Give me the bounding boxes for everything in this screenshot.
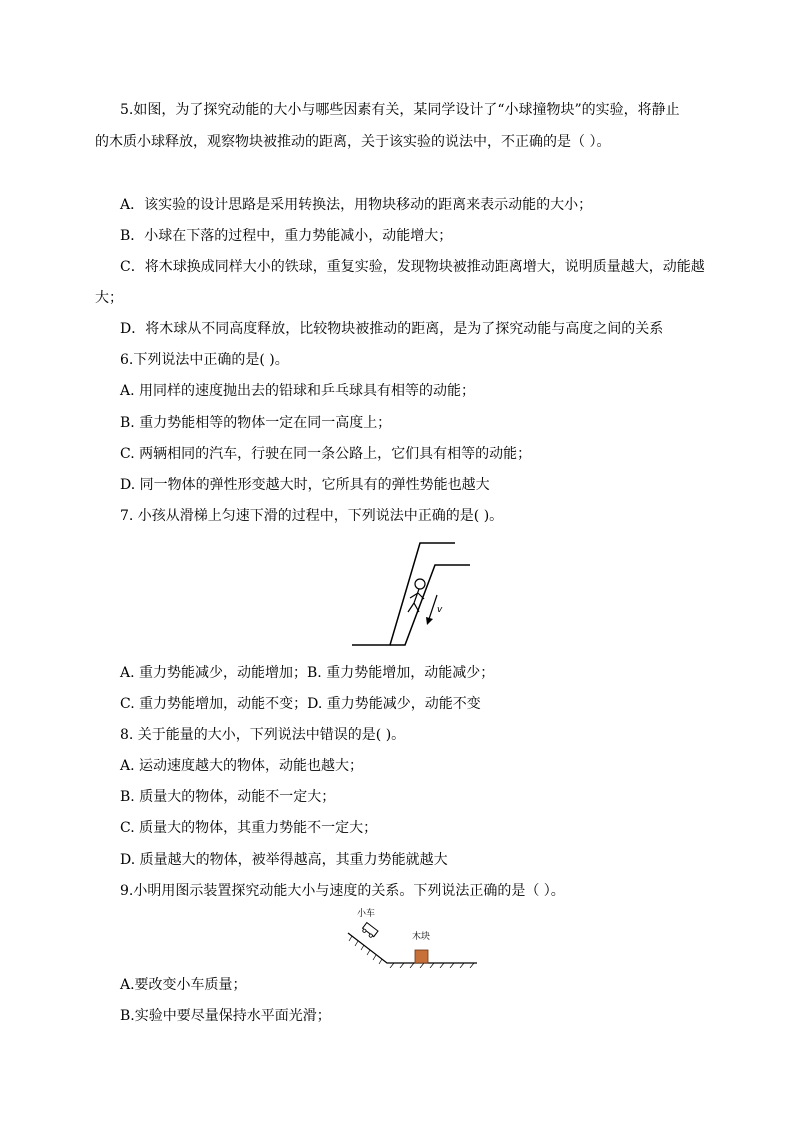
q9-option-b: B.实验中要尽量保持水平面光滑； — [120, 1008, 331, 1024]
q7-options-line1: A. 重力势能减少，动能增加；B. 重力势能增加，动能减少； — [120, 665, 495, 681]
q9-option-a: A.要改变小车质量； — [120, 977, 247, 993]
q8-option-b: B. 质量大的物体，动能不一定大； — [120, 789, 336, 805]
q7-options-line2: C. 重力势能增加，动能不变；D. 重力势能减少，动能不变 — [120, 696, 481, 712]
q5-option-a: A．该实验的设计思路是采用转换法，用物块移动的距离来表示动能的大小； — [120, 197, 593, 213]
child-icon — [408, 579, 425, 612]
cart-label: 小车 — [357, 909, 376, 919]
q6-option-c: C. 两辆相同的汽车，行驶在同一条公路上，它们具有相等的动能； — [120, 446, 532, 462]
slide-figure — [340, 535, 480, 650]
q5-option-b: B．小球在下落的过程中，重力势能减小，动能增大； — [120, 228, 453, 244]
q6-option-a: A. 用同样的速度抛出去的铅球和乒乓球具有相等的动能； — [120, 383, 476, 399]
q6-option-d: D. 同一物体的弹性形变越大时，它所具有的弹性势能也越大 — [120, 477, 490, 493]
q5-option-c-line2: 大； — [95, 290, 123, 306]
q9-stem: 9.小明用图示装置探究动能大小与速度的关系。下列说法正确的是（ ）。 — [120, 883, 565, 899]
q5-stem-line1: 5.如图，为了探究动能的大小与哪些因素有关，某同学设计了“小球撞物块”的实验，将静止 — [120, 102, 680, 118]
cart-icon — [361, 923, 378, 939]
q8-option-d: D. 质量越大的物体，被举得越高，其重力势能就越大 — [120, 852, 448, 868]
q6-option-b: B. 重力势能相等的物体一定在同一高度上； — [120, 415, 392, 431]
q8-stem: 8. 关于能量的大小，下列说法中错误的是( )。 — [120, 727, 406, 743]
q6-stem: 6.下列说法中正确的是( )。 — [120, 352, 289, 368]
q5-stem-line2: 的木质小球释放，观察物块被推动的距离，关于该实验的说法中，不正确的是（ ）。 — [95, 134, 611, 150]
velocity-label: v — [437, 605, 443, 615]
velocity-arrow-icon — [426, 595, 437, 625]
q8-option-a: A. 运动速度越大的物体，动能也越大； — [120, 758, 364, 774]
q8-option-c: C. 质量大的物体，其重力势能不一定大； — [120, 820, 378, 836]
q7-stem: 7. 小孩从滑梯上匀速下滑的过程中，下列说法中正确的是( )。 — [120, 508, 504, 524]
q5-option-c-line1: C．将木球换成同样大小的铁球，重复实验，发现物块被推动距离增大，说明质量越大，动能越 — [120, 259, 705, 275]
ramp-figure — [342, 903, 482, 968]
wood-block-icon — [415, 950, 428, 963]
block-label: 木块 — [412, 932, 431, 942]
q5-option-d: D．将木球从不同高度释放，比较物块被推动的距离，是为了探究动能与高度之间的关系 — [120, 321, 664, 337]
